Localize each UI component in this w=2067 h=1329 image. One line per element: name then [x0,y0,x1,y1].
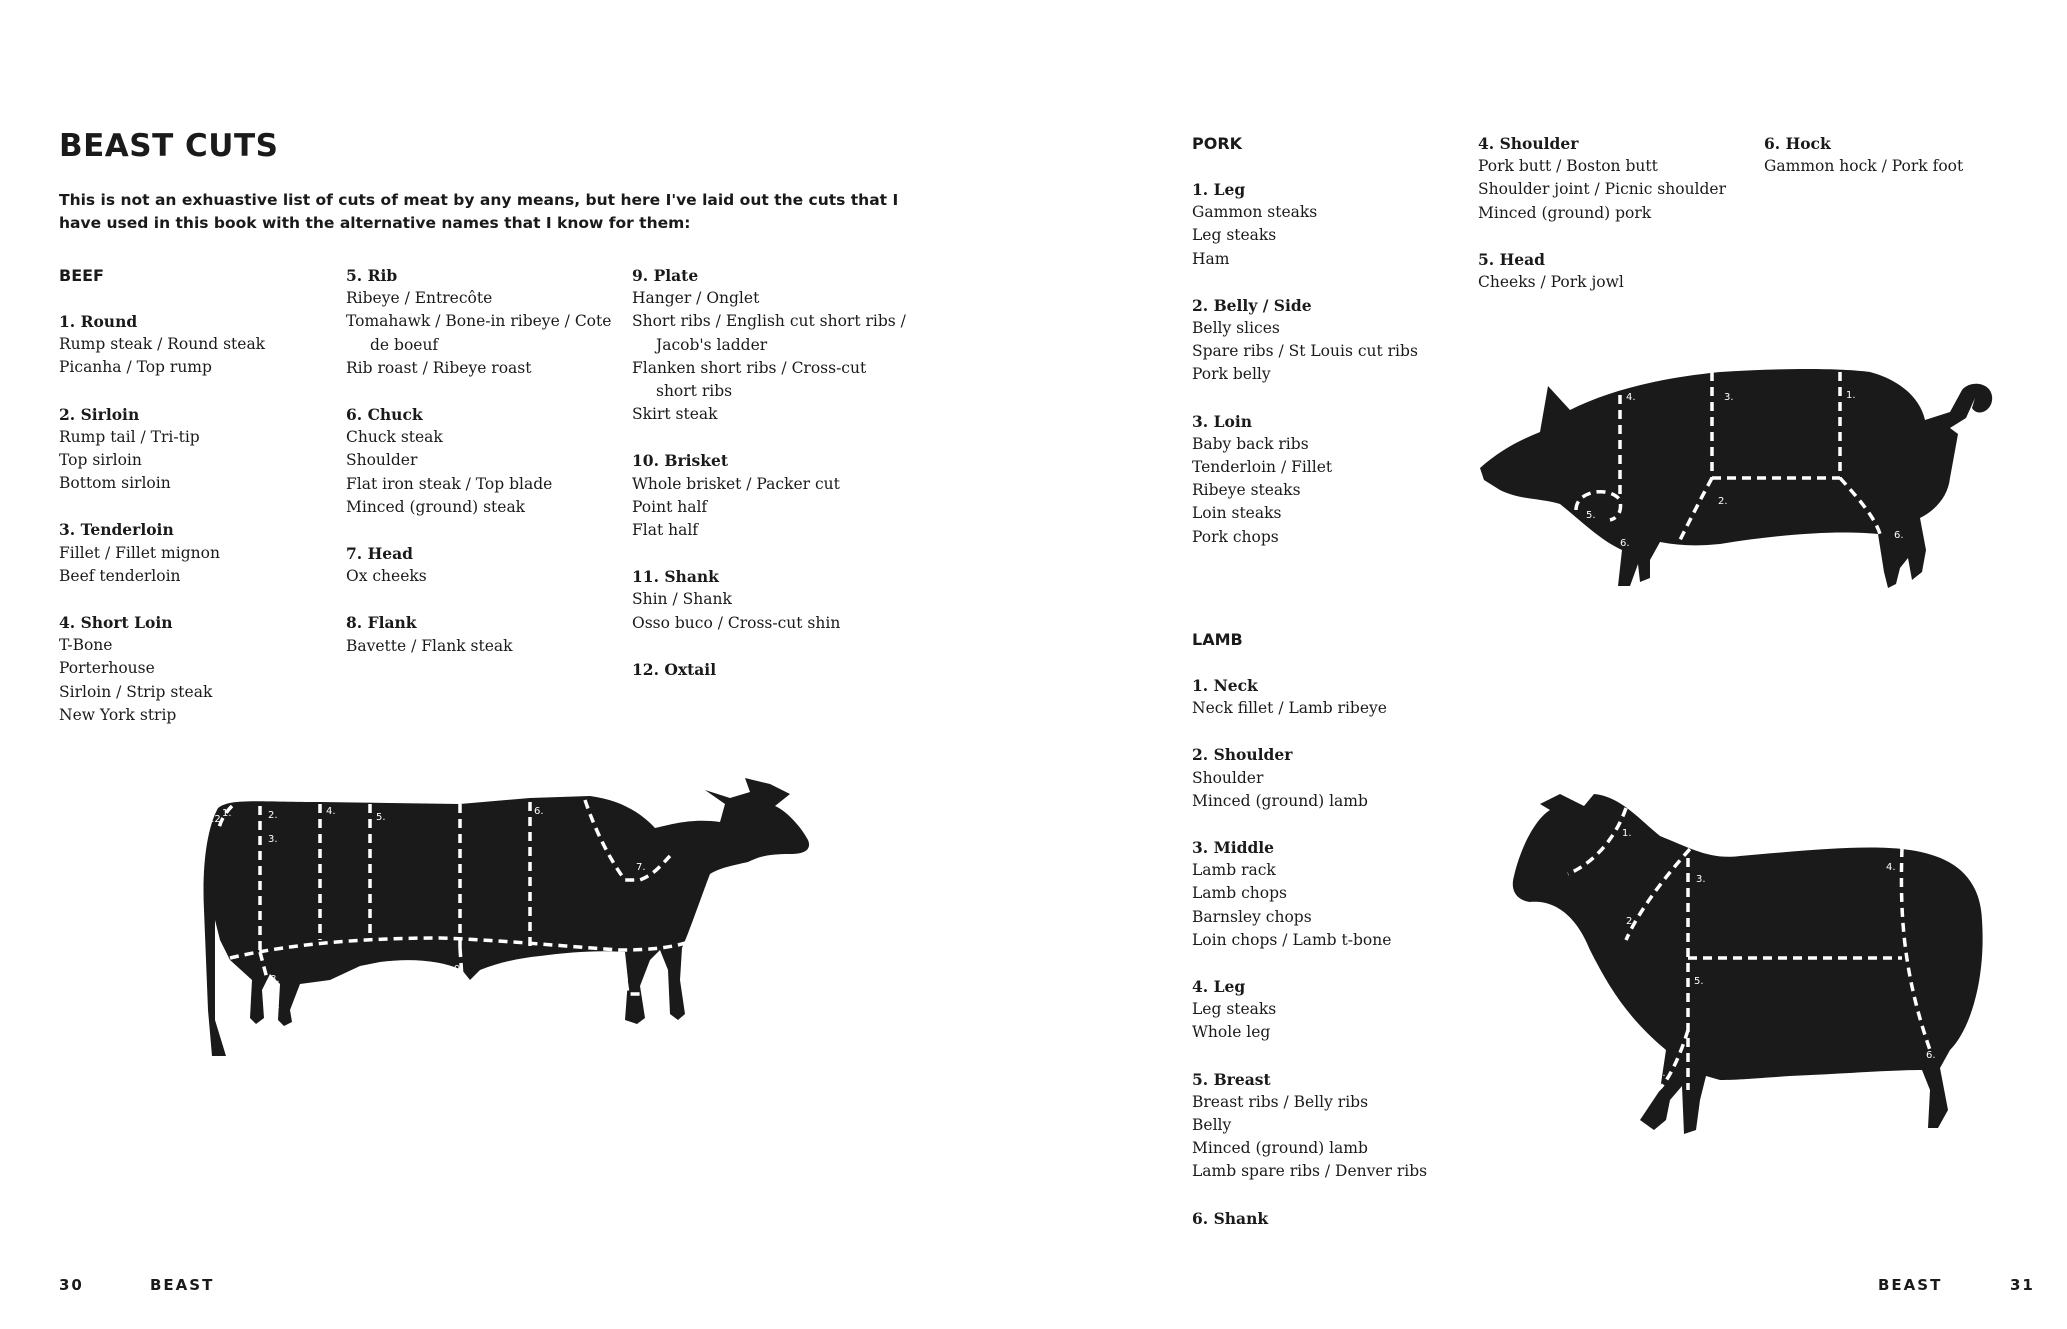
diagram-cut-label: 6. [1656,1068,1666,1079]
lamb-column [1192,628,1462,1230]
pork-cut [1192,410,1462,549]
cut-alternative-name: Shoulder joint / Picnic shoulder [1478,180,1727,199]
cut-name: 1. Neck [1192,676,1258,695]
cut-alternative-name: Sirloin / Strip steak [59,682,213,701]
sheep-diagram [1510,790,1990,1170]
cut-alternative-name: Hanger / Onglet [632,289,760,308]
cut-alternative-name: Fillet / Fillet mignon [59,543,220,562]
lamb-cut [1192,743,1462,813]
cut-name: 12. Oxtail [632,659,717,679]
beef-heading: BEEF [59,266,104,285]
cut-alternative-name: Shoulder [346,451,418,470]
cut-alternative-name: Pork butt / Boston butt [1478,157,1658,176]
cut-alternative-name: Minced (ground) lamb [1192,1139,1368,1158]
cut-alternative-name: Leg steaks [1192,1000,1277,1019]
cut-alternative-name: Loin chops / Lamb t-bone [1192,930,1392,949]
cut-name: 2. Belly / Side [1192,295,1312,315]
diagram-cut-label: 3. [1696,874,1706,885]
cut-alternative-name: Pork belly [1192,365,1271,384]
cut-name: 6. Chuck [346,405,423,425]
cut-alternative-name: Neck fillet / Lamb ribeye [1192,699,1387,718]
pork-cut [1478,248,1748,294]
cut-alternative-name: Minced (ground) lamb [1192,791,1368,810]
cut-alternative-name: Barnsley chops [1192,907,1312,926]
lamb-cut [1192,836,1462,952]
cut-alternative-name: Spare ribs / St Louis cut ribs [1192,342,1418,361]
beef-cut [59,518,329,588]
diagram-cut-label: 7. [636,862,646,873]
lamb-cut [1192,975,1462,1045]
cut-alternative-name: Skirt steak [632,405,718,424]
cut-alternative-name: Breast ribs / Belly ribs [1192,1092,1369,1111]
cut-alternative-name: Pork chops [1192,527,1279,546]
cut-alternative-name: Flat half [632,521,699,540]
cut-alternative-name: T-Bone [59,636,113,655]
pork-cut [1192,178,1462,271]
beef-cut [346,403,616,519]
cut-alternative-name: Belly [1192,1116,1232,1135]
cut-alternative-name: Picanha / Top rump [59,358,212,377]
cut-name: 11. Shank [632,567,719,587]
beef-cut [59,310,329,380]
cut-alternative-name: Belly slices [1192,319,1280,338]
lamb-cut [1192,1207,1462,1230]
cow-silhouette [204,778,810,1056]
diagram-cut-label: 12. [208,814,224,825]
sheep-silhouette [1513,794,1983,1134]
cut-alternative-name: Osso buco / Cross-cut shin [632,613,841,632]
cut-alternative-name: Beef tenderloin [59,566,181,585]
cut-alternative-name: Baby back ribs [1192,434,1309,453]
pork-cut [1478,132,1748,225]
cut-name: 1. Leg [1192,180,1246,199]
lamb-cut [1192,1068,1462,1184]
cut-alternative-name: Minced (ground) steak [346,497,526,516]
diagram-cut-label: 4. [1626,392,1636,403]
pig-diagram [1480,350,2020,610]
footer-page-number-right: 31 [2010,1276,2035,1294]
cut-alternative-name: Flanken short ribs / Cross-cut short ribs [632,358,867,401]
cut-alternative-name: Top sirloin [59,451,142,470]
cut-name: 4. Leg [1192,977,1246,997]
cut-alternative-name: Flat iron steak / Top blade [346,474,553,493]
pork-cut [1764,132,2034,178]
cut-name: 3. Loin [1192,411,1252,431]
diagram-cut-label: 4. [326,806,336,817]
diagram-cut-label: 9. [454,964,464,975]
cut-name: 5. Rib [346,266,398,285]
beef-cut [346,264,616,380]
diagram-cut-label: 2. [1626,916,1636,927]
cut-alternative-name: Leg steaks [1192,226,1277,245]
diagram-cut-label: 1. [1846,390,1856,401]
beef-column-2 [346,264,616,658]
diagram-cut-label: 1. [1622,828,1632,839]
cut-name: 3. Middle [1192,838,1275,858]
lamb-cut [1192,674,1462,720]
cut-name: 4. Short Loin [59,613,173,633]
footer-page-number-left: 30 [59,1276,84,1294]
pig-silhouette [1480,369,1992,588]
diagram-cut-label: 1. [222,808,232,819]
diagram-cut-label: 4. [1886,862,1896,873]
pork-column-2 [1478,132,1748,294]
diagram-cut-label: 5. [1694,976,1704,987]
diagram-cut-label: 5. [1586,510,1596,521]
cut-alternative-name: Rump tail / Tri-tip [59,427,200,446]
cut-alternative-name: Whole leg [1192,1023,1271,1042]
diagram-cut-label: 6. [534,806,544,817]
diagram-cut-label: 2. [1718,496,1728,507]
diagram-cut-label: 5. [376,812,386,823]
beef-cut [632,658,912,681]
cut-alternative-name: Whole brisket / Packer cut [632,474,840,493]
cut-name: 5. Breast [1192,1069,1271,1089]
cow-diagram [200,770,820,1100]
diagram-cut-label: 6. [1926,1050,1936,1061]
cut-alternative-name: Chuck steak [346,428,443,447]
beef-cut [632,264,912,426]
cut-alternative-name: Loin steaks [1192,504,1282,523]
diagram-cut-label: 6. [1894,530,1904,541]
cut-alternative-name: Tomahawk / Bone-in ribeye / Cote de boeuf [346,312,612,354]
footer-section-left: BEAST [150,1276,215,1294]
beef-cut [59,611,329,727]
cut-name: 6. Shank [1192,1208,1269,1228]
beef-cut [346,611,616,657]
beef-column-3 [632,264,912,681]
lamb-heading: LAMB [1192,630,1243,649]
diagram-cut-label: 11. [264,1000,280,1011]
page-title: BEAST CUTS [59,128,279,164]
footer-section-right: BEAST [1878,1276,1943,1294]
cut-name: 10. Brisket [632,451,729,471]
cut-alternative-name: Tenderloin / Fillet [1192,458,1333,477]
cut-alternative-name: Gammon hock / Pork foot [1764,157,1964,176]
cut-alternative-name: Gammon steaks [1192,203,1318,222]
cut-alternative-name: Minced (ground) pork [1478,203,1652,222]
diagram-cut-label: 10. [580,968,596,979]
cut-name: 2. Shoulder [1192,745,1293,765]
cut-name: 3. Tenderloin [59,520,174,540]
cut-alternative-name: Point half [632,497,708,516]
cut-alternative-name: Porterhouse [59,659,155,678]
cut-alternative-name: Ham [1192,249,1230,268]
cut-name: 6. Hock [1764,134,1831,153]
cut-alternative-name: Lamb spare ribs / Denver ribs [1192,1162,1428,1181]
cut-alternative-name: Short ribs / English cut short ribs / Jacob's ladder [632,312,906,354]
cut-alternative-name: New York strip [59,705,177,724]
cut-name: 4. Shoulder [1478,134,1579,153]
cut-alternative-name: Lamb chops [1192,884,1287,903]
cut-alternative-name: Shoulder [1192,768,1264,787]
cut-name: 9. Plate [632,266,699,285]
cut-alternative-name: Ribeye steaks [1192,481,1301,500]
beef-column-1 [59,264,329,727]
pork-cut [1192,294,1462,387]
beef-cut [632,449,912,542]
diagram-cut-label: 3. [1724,392,1734,403]
cut-name: 2. Sirloin [59,404,140,424]
cut-alternative-name: Cheeks / Pork jowl [1478,273,1624,292]
diagram-cut-label: 3. [268,834,278,845]
cut-alternative-name: Lamb rack [1192,861,1276,880]
cut-alternative-name: Rib roast / Ribeye roast [346,358,532,377]
beef-cut [59,403,329,496]
cut-alternative-name: Ribeye / Entrecôte [346,289,493,308]
cut-alternative-name: Ox cheeks [346,567,427,586]
diagram-cut-label: 2. [268,810,278,821]
cut-alternative-name: Bottom sirloin [59,474,171,493]
cut-name: 5. Head [1478,249,1545,269]
pork-column-3 [1764,132,2034,178]
diagram-cut-label: 11. [572,1034,588,1045]
intro-text: This is not an exhuastive list of cuts of meat by any means, but here I've laid out the cuts that I have used in this book with the alternative names that I know for them: [59,191,899,232]
pork-column-1 [1192,132,1462,549]
pork-heading: PORK [1192,134,1243,153]
cut-name: 1. Round [59,312,138,331]
beef-cut [346,542,616,588]
diagram-cut-label: 8. [270,974,280,985]
cut-name: 7. Head [346,544,413,564]
cut-name: 8. Flank [346,613,417,633]
cut-alternative-name: Shin / Shank [632,590,732,609]
cut-alternative-name: Bavette / Flank steak [346,636,513,655]
diagram-cut-label: 6. [1620,538,1630,549]
beef-cut [632,565,912,635]
cut-alternative-name: Rump steak / Round steak [59,335,266,354]
